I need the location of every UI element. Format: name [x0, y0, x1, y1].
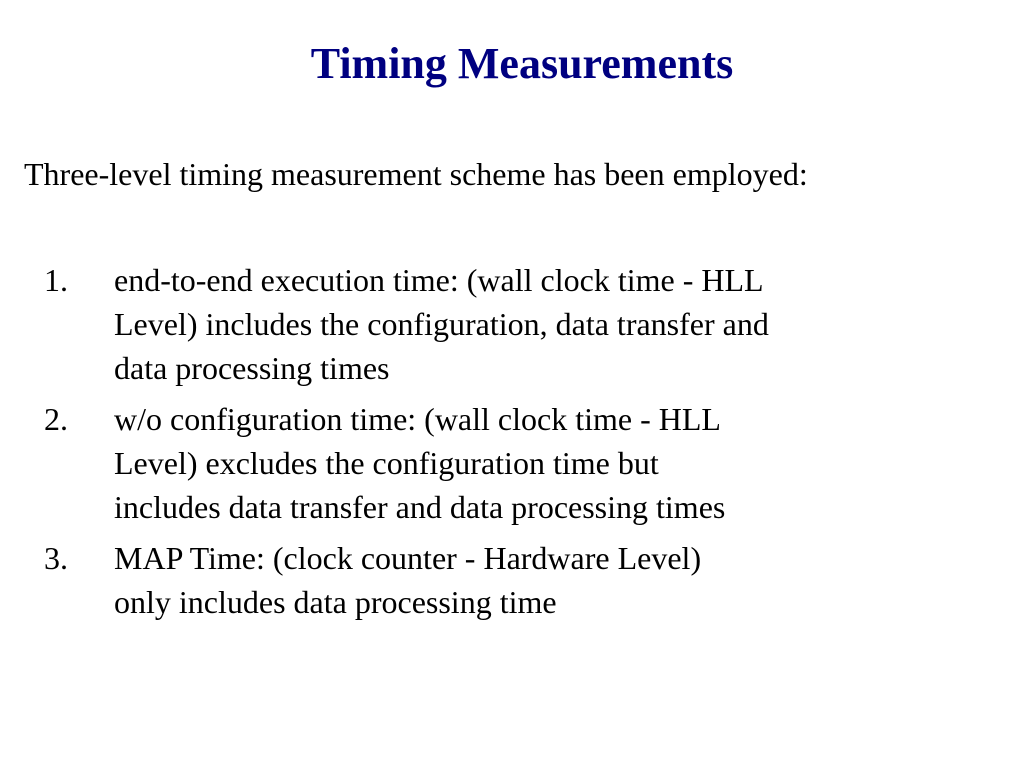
- list-item: [44, 258, 984, 390]
- list-item-line: MAP Time: (clock counter - Hardware Level): [114, 540, 702, 576]
- list-item: [44, 397, 984, 529]
- list-item-line: Level) excludes the configuration time but: [114, 445, 659, 481]
- list-item-line: Level) includes the configuration, data transfer and: [114, 306, 769, 342]
- list-item: [44, 536, 984, 624]
- list-item-line: data processing times: [114, 350, 390, 386]
- list-item-number: 1.: [44, 262, 68, 298]
- list-item-line: w/o configuration time: (wall clock time - HLL: [114, 401, 721, 437]
- list-item-number: 2.: [44, 401, 68, 437]
- intro-text: Three-level timing measurement scheme has been employed:: [24, 156, 808, 192]
- numbered-list: [44, 258, 984, 631]
- list-item-line: includes data transfer and data processing times: [114, 489, 726, 525]
- list-item-line: only includes data processing time: [114, 584, 557, 620]
- slide-title: Timing Measurements: [310, 39, 734, 88]
- list-item-number: 3.: [44, 540, 68, 576]
- list-item-line: end-to-end execution time: (wall clock time - HLL: [114, 262, 764, 298]
